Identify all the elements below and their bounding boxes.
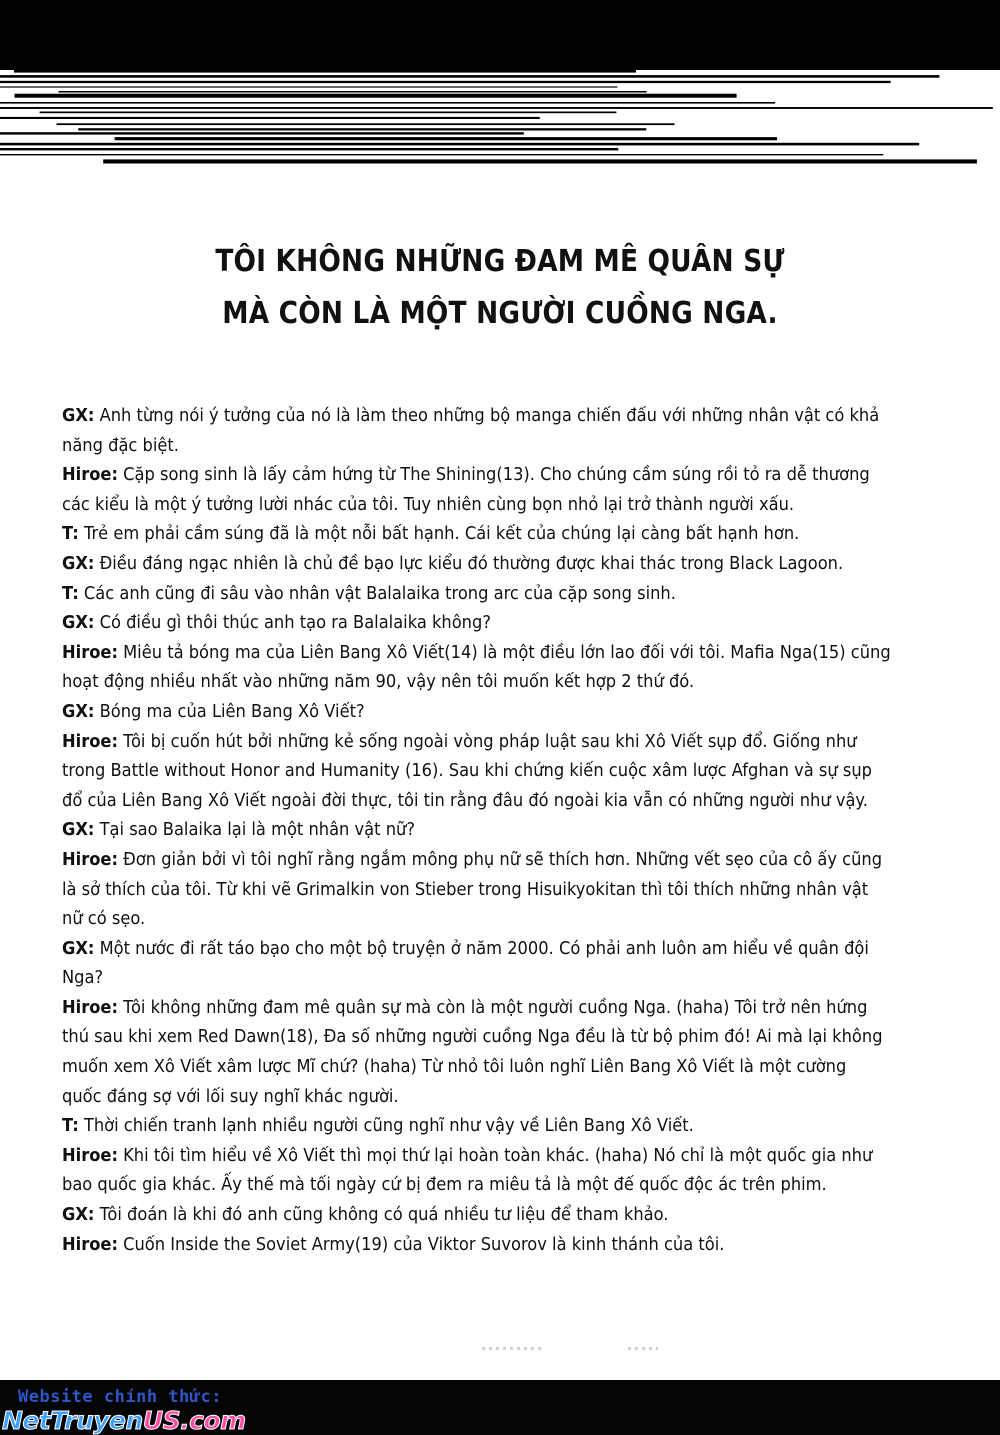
dialogue-text: Khi tôi tìm hiểu về Xô Viết thì mọi thứ lại hoàn toàn khác. (haha) Nó chỉ là một quốc gia như <box>117 1145 873 1166</box>
dialogue-line <box>62 964 952 994</box>
dialogue-text: Các anh cũng đi sâu vào nhân vật Balalaika trong arc của cặp song sinh. <box>78 583 676 604</box>
speed-line <box>115 137 778 140</box>
speed-line <box>0 75 939 78</box>
speaker-label: Hiroe: <box>62 642 118 663</box>
speaker-label: Hiroe: <box>62 731 118 752</box>
dialogue-line <box>62 491 952 521</box>
speed-line <box>0 107 993 109</box>
logo-text-part3: .com <box>180 1406 246 1435</box>
dialogue-text: Nga? <box>62 968 104 989</box>
speaker-label: GX: <box>62 820 95 841</box>
dialogue-line <box>62 994 952 1024</box>
dialogue-text: quốc đáng sợ với lối suy nghĩ khác người. <box>62 1086 399 1107</box>
dialogue-text: nữ có sẹo. <box>62 909 146 930</box>
speaker-label: GX: <box>62 553 95 574</box>
dialogue-line <box>62 550 952 580</box>
speed-line <box>15 94 737 98</box>
page-title <box>0 236 1000 340</box>
speed-line <box>0 117 540 119</box>
dialogue-text: Có điều gì thôi thúc anh tạo ra Balalaika không? <box>94 613 491 634</box>
dialogue-line <box>62 935 952 965</box>
dialogue-text: đổ của Liên Bang Xô Viết ngoài đời thực, tôi tin rằng đâu đó ngoài kia vẫn có những người như vậy. <box>62 790 868 811</box>
speed-line <box>40 112 617 114</box>
dialogue-text: hoạt động nhiều nhất vào những năm 90, vậy nên tôi muốn kết hợp 2 thứ đó. <box>62 672 695 693</box>
speed-line <box>59 91 647 93</box>
dialogue-text: Bóng ma của Liên Bang Xô Viết? <box>94 701 365 722</box>
logo-text-part1: NetTruyen <box>2 1406 143 1435</box>
interview-dialogue <box>62 402 952 1260</box>
dialogue-text: Tôi không những đam mê quân sự mà còn là một người cuồng Nga. (haha) Tôi trở nên hứng <box>117 997 868 1018</box>
dialogue-text: Điều đáng ngạc nhiên là chủ đề bạo lực kiểu đó thường được khai thác trong Black Lagoon. <box>94 553 844 574</box>
dialogue-line <box>62 1171 952 1201</box>
faint-dots <box>482 1347 542 1350</box>
dialogue-text: Tôi đoán là khi đó anh cũng không có quá nhiều tư liệu để tham khảo. <box>94 1205 669 1226</box>
dialogue-text: Tại sao Balaika lại là một nhân vật nữ? <box>94 820 415 841</box>
speed-line <box>103 159 977 163</box>
speed-line <box>0 86 618 87</box>
dialogue-line <box>62 520 952 550</box>
dialogue-line <box>62 757 952 787</box>
watermark-caption: Website chính thức: <box>18 1387 222 1407</box>
dialogue-text: Trẻ em phải cầm súng đã là một nỗi bất hạnh. Cái kết của chúng lại càng bất hạnh hơn. <box>78 524 800 545</box>
logo-text-part2: US <box>142 1406 181 1435</box>
dialogue-text: trong Battle without Honor and Humanity (16). Sau khi chứng kiến cuộc xâm lược Afghan và sự sụp <box>62 761 872 782</box>
dialogue-line <box>62 432 952 462</box>
dialogue-text: muốn xem Xô Viết xâm lược Mĩ chứ? (haha) Từ nhỏ tôi luôn nghĩ Liên Bang Xô Viết là một cường <box>62 1057 847 1078</box>
dialogue-text: các kiểu là một ý tưởng lười nhác của tôi. Tuy nhiên cùng bọn nhỏ lại trở thành người xấu. <box>62 494 795 515</box>
dialogue-line <box>62 905 952 935</box>
watermark-logo[interactable] <box>2 1406 246 1435</box>
speed-line <box>0 102 775 104</box>
dialogue-line <box>62 668 952 698</box>
speaker-label: GX: <box>62 938 95 959</box>
dialogue-line <box>62 1112 952 1142</box>
dialogue-text: là sở thích của tôi. Từ khi vẽ Grimalkin von Stieber trong Hisuikyokitan thì tôi thích những nhân vật <box>62 879 869 900</box>
title-line-2: MÀ CÒN LÀ MỘT NGƯỜI CUỒNG NGA. <box>222 296 778 331</box>
dialogue-line <box>62 1142 952 1172</box>
dialogue-line <box>62 816 952 846</box>
speed-line <box>0 148 618 150</box>
speaker-label: Hiroe: <box>62 1234 118 1255</box>
speaker-label: GX: <box>62 1205 95 1226</box>
dialogue-text: Anh từng nói ý tưởng của nó là làm theo những bộ manga chiến đấu với những nhân vật có khả <box>94 406 880 426</box>
speed-line <box>0 81 891 83</box>
speaker-label: T: <box>62 524 79 545</box>
speed-line <box>78 128 646 130</box>
dialogue-line <box>62 728 952 758</box>
dialogue-text: Cuốn Inside the Soviet Army(19) của Viktor Suvorov là kinh thánh của tôi. <box>117 1234 725 1255</box>
dialogue-line <box>62 787 952 817</box>
dialogue-text: Thời chiến tranh lạnh nhiều người cũng nghĩ như vậy về Liên Bang Xô Viết. <box>78 1116 694 1137</box>
dialogue-line <box>62 698 952 728</box>
dialogue-line <box>62 461 952 491</box>
dialogue-text: thú sau khi xem Red Dawn(18), Đa số những người cuồng Nga đều là từ bộ phim đó! Ai mà lại không <box>62 1027 883 1048</box>
dialogue-line <box>62 1023 952 1053</box>
dialogue-line <box>62 1083 952 1113</box>
dialogue-text: năng đặc biệt. <box>62 435 179 456</box>
speed-lines-header <box>0 0 1000 200</box>
dialogue-text: Miêu tả bóng ma của Liên Bang Xô Viết(14) là một điều lớn lao đối với tôi. Mafia Nga(15) cũng <box>117 642 891 663</box>
dialogue-line <box>62 846 952 876</box>
speed-line <box>0 143 919 146</box>
speed-line <box>0 132 524 134</box>
speaker-label: T: <box>62 1116 79 1137</box>
speaker-label: Hiroe: <box>62 465 118 486</box>
dialogue-text: Tôi bị cuốn hút bởi những kẻ sống ngoài vòng pháp luật sau khi Xô Viết sụp đổ. Giống như <box>117 731 857 752</box>
dialogue-text: Cặp song sinh là lấy cảm hứng từ The Shining(13). Cho chúng cầm súng rồi tỏ ra dễ thương <box>117 465 870 486</box>
speaker-label: GX: <box>62 701 95 722</box>
speaker-label: Hiroe: <box>62 1145 118 1166</box>
dialogue-line <box>62 402 952 432</box>
speed-line <box>57 123 675 125</box>
speaker-label: Hiroe: <box>62 997 118 1018</box>
speaker-label: GX: <box>62 406 95 426</box>
title-line-1: TÔI KHÔNG NHỮNG ĐAM MÊ QUÂN SỰ <box>215 244 785 279</box>
speed-line <box>0 154 883 155</box>
dialogue-line <box>62 1053 952 1083</box>
speaker-label: GX: <box>62 613 95 634</box>
dialogue-line <box>62 609 952 639</box>
speaker-label: T: <box>62 583 79 604</box>
dialogue-line <box>62 876 952 906</box>
dialogue-line <box>62 1231 952 1261</box>
speed-line <box>14 70 636 73</box>
faint-dots <box>628 1347 658 1350</box>
dialogue-text: Đơn giản bởi vì tôi nghĩ rằng ngắm mông phụ nữ sẽ thích hơn. Những vết sẹo của cô ấy cũng <box>117 849 883 870</box>
speaker-label: Hiroe: <box>62 849 118 870</box>
dialogue-line <box>62 580 952 610</box>
dialogue-text: Một nước đi rất táo bạo cho một bộ truyện ở năm 2000. Có phải anh luôn am hiểu về quân đội <box>94 938 869 959</box>
dialogue-text: bao quốc gia khác. Ấy thế mà tối ngày cứ bị đem ra miêu tả là một đế quốc độc ác trên phim. <box>62 1175 827 1196</box>
dialogue-line <box>62 639 952 669</box>
dialogue-line <box>62 1201 952 1231</box>
